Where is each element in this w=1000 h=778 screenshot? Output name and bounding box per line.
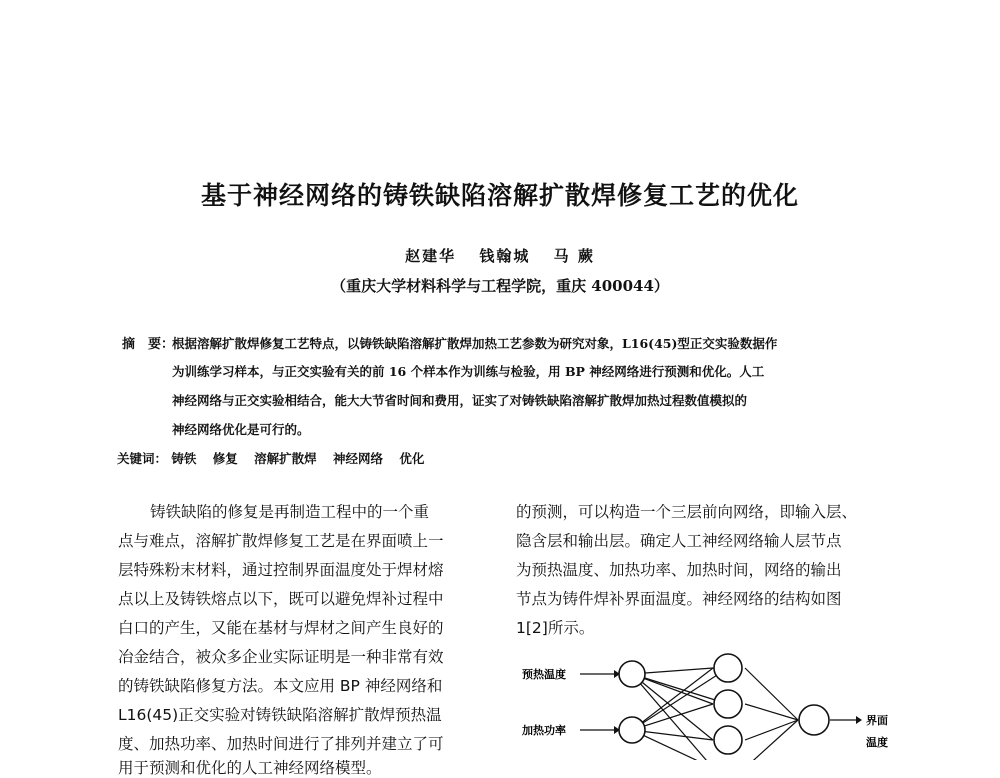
hidden-node <box>714 654 742 682</box>
body-line: L16(45)正交实验对铸铁缺陷溶解扩散焊预热温 <box>118 706 442 724</box>
output-label: 温度 <box>866 736 888 749</box>
abstract-line: 根据溶解扩散焊修复工艺特点，以铸铁缺陷溶解扩散焊加热工艺参数为研究对象，L16(45)型正交实验数据作 <box>172 336 778 351</box>
hidden-node <box>714 690 742 718</box>
body-line: 隐含层和输出层。确定人工神经网络输人层节点 <box>516 532 842 550</box>
abstract-line: 为训练学习样本，与正交实验有关的前 16 个样本作为训练与检验，用 BP 神经网络进行预测和优化。人工 <box>172 364 765 379</box>
body-line: 层特殊粉末材料，通过控制界面温度处于焊材熔 <box>118 561 444 579</box>
body-line: 用于预测和优化的人工神经网络模型。 <box>118 759 382 777</box>
body-line: 节点为铸件焊补界面温度。神经网络的结构如图 <box>516 590 842 608</box>
body-line: 白口的产生，又能在基材与焊材之间产生良好的 <box>118 619 444 637</box>
keywords-label: 关键词： <box>117 451 168 466</box>
authors <box>0 245 1000 266</box>
body-line: 冶金结合，被众多企业实际证明是一种非常有效 <box>118 648 444 666</box>
abstract-line: 神经网络与正交实验相结合，能大大节省时间和费用，证实了对铸铁缺陷溶解扩散焊加热过程数值模拟的 <box>172 393 748 408</box>
author: 钱翰城 <box>479 247 531 265</box>
body-line: 1[2]所示。 <box>516 619 595 637</box>
abstract-label: 摘 要： <box>122 337 175 352</box>
input-label: 预热温度 <box>522 668 566 681</box>
body-line: 为预热温度、加热功率、加热时间，网络的输出 <box>516 561 842 579</box>
keyword: 修复 <box>212 451 238 466</box>
hidden-node <box>714 726 742 754</box>
body-line: 点以上及铸铁熔点以下，既可以避免焊补过程中 <box>118 590 444 608</box>
body-line: 度、加热功率、加热时间进行了排列并建立了可 <box>118 735 444 753</box>
author: 赵建华 <box>405 247 457 265</box>
keyword: 优化 <box>399 451 425 466</box>
neural-network-diagram <box>520 648 900 760</box>
output-node <box>799 705 829 735</box>
author: 马 蕨 <box>553 247 595 265</box>
keyword: 溶解扩散焊 <box>254 451 317 466</box>
input-label: 加热功率 <box>522 724 566 737</box>
paper-title: 基于神经网络的铸铁缺陷溶解扩散焊修复工艺的优化 <box>200 181 799 210</box>
affiliation: （重庆大学材料科学与工程学院，重庆 400044） <box>331 277 669 295</box>
body-line: 的铸铁缺陷修复方法。本文应用 BP 神经网络和 <box>118 677 443 695</box>
body-line: 铸铁缺陷的修复是再制造工程中的一个重 <box>150 503 430 521</box>
keyword: 铸铁 <box>171 451 197 466</box>
body-line: 的预测，可以构造一个三层前向网络，即输入层、 <box>516 503 858 521</box>
keyword: 神经网络 <box>333 451 384 466</box>
abstract-line: 神经网络优化是可行的。 <box>172 422 310 437</box>
output-label: 界面 <box>866 714 888 727</box>
keywords <box>117 449 424 467</box>
input-node <box>619 717 645 743</box>
body-line: 点与难点，溶解扩散焊修复工艺是在界面喷上一 <box>118 532 444 550</box>
input-node <box>619 661 645 687</box>
